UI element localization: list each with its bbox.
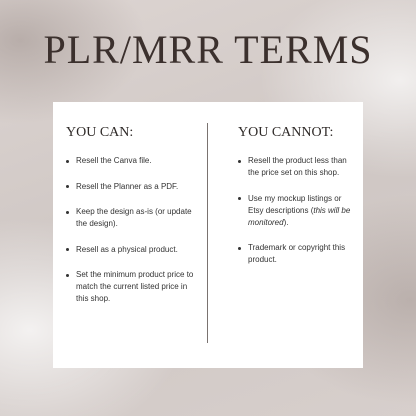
- list-item-text: Use my mockup listings or Etsy descriptions (: [248, 193, 342, 215]
- list-item-emphasis: this will be monitored: [248, 205, 351, 227]
- list-item: [238, 193, 356, 229]
- can-heading: YOU CAN:: [66, 125, 134, 140]
- list-item: Resell the Planner as a PDF.: [66, 181, 201, 193]
- list-item: Trademark or copyright this product.: [238, 242, 356, 266]
- cannot-column: [238, 126, 356, 280]
- cannot-list: [238, 155, 356, 266]
- list-item: Keep the design as-is (or update the design).: [66, 206, 201, 230]
- list-item: Resell the Canva file.: [66, 155, 201, 167]
- can-list: [66, 155, 201, 305]
- list-item-text-end: ).: [283, 217, 289, 227]
- list-item: Resell as a physical product.: [66, 244, 201, 256]
- terms-card: [53, 102, 363, 368]
- can-column: [66, 126, 201, 319]
- page-title: PLR/MRR TERMS: [43, 27, 373, 72]
- list-item: Set the minimum product price to match the current listed price in this shop.: [66, 269, 201, 305]
- column-divider: [207, 123, 208, 343]
- cannot-heading: YOU CANNOT:: [238, 125, 334, 140]
- list-item: Resell the product less than the price set on this shop.: [238, 155, 356, 179]
